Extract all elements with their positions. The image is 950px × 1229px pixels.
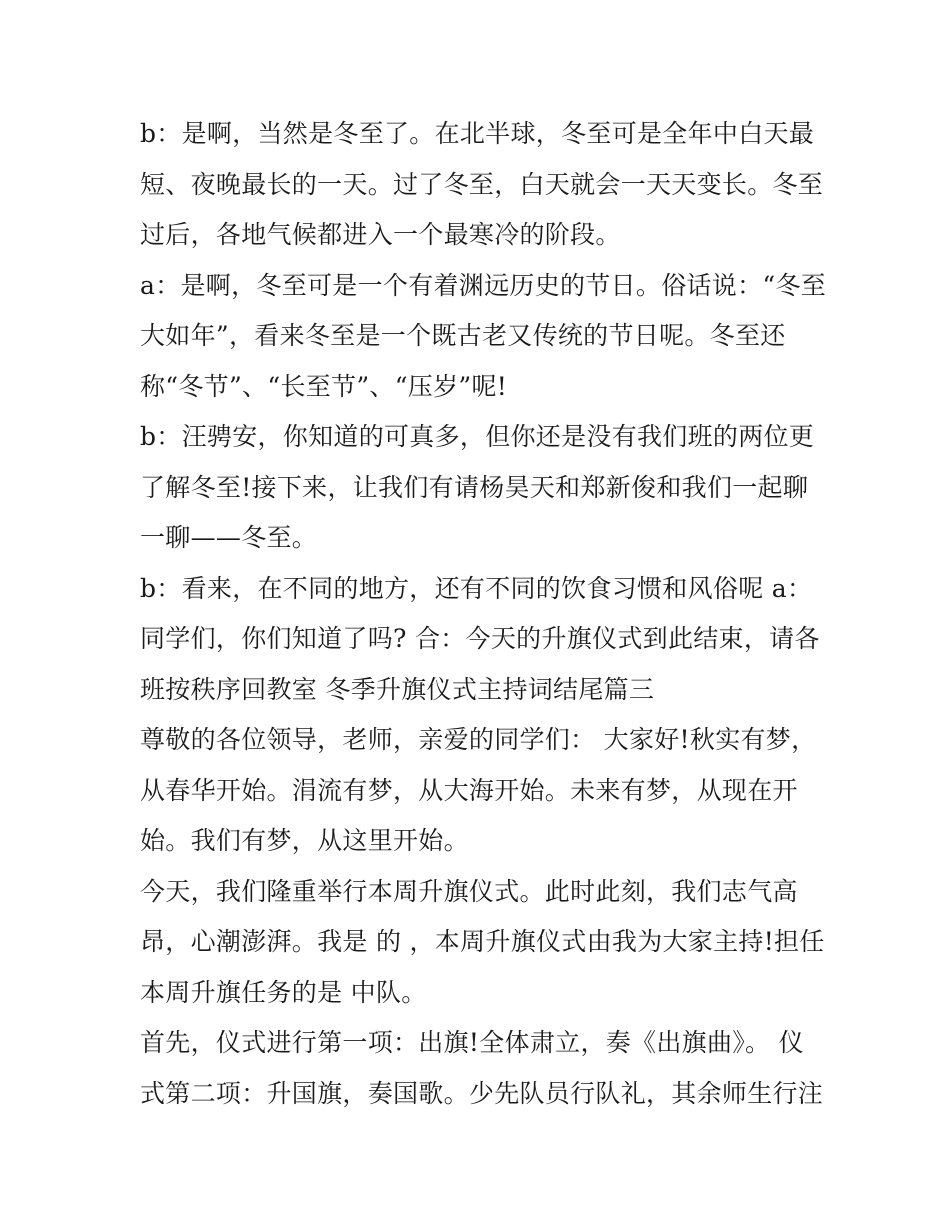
text-line-17: 昂，心潮澎湃。我是 的 ，本周升旗仪式由我为大家主持!担任 [140, 927, 825, 956]
text-line-8: 了解冬至!接下来，让我们有请杨昊天和郑新俊和我们一起聊 [140, 472, 809, 502]
text-line-6: 称“冬节”、“长至节”、“压岁”呢! [140, 371, 508, 401]
text-line-4: a：是啊，冬至可是一个有着渊远历史的节日。俗话说：“冬至 [140, 270, 827, 300]
text-line-20: 式第二项：升国旗，奏国歌。少先队员行队礼，其余师生行注 [140, 1078, 824, 1108]
text-line-9: 一聊——冬至。 [140, 523, 318, 552]
text-line-13: 尊敬的各位领导，老师，亲爱的同学们： 大家好!秋实有梦， [140, 725, 817, 754]
document-body [140, 109, 827, 1119]
text-line-11: 同学们，你们知道了吗? 合：今天的升旗仪式到此结束，请各 [140, 624, 820, 653]
text-line-18: 本周升旗任务的是 中队。 [140, 977, 427, 1007]
text-line-16: 今天，我们隆重举行本周升旗仪式。此时此刻，我们志气高 [140, 876, 798, 906]
text-line-10: b：看来，在不同的地方，还有不同的饮食习惯和风俗呢 a： [140, 573, 813, 603]
text-line-14: 从春华开始。涓流有梦，从大海开始。未来有梦，从现在开 [140, 775, 798, 805]
text-line-7: b：汪骋安，你知道的可真多，但你还是没有我们班的两位更 [140, 422, 815, 451]
text-line-15: 始。我们有梦，从这里开始。 [140, 826, 469, 855]
text-line-5: 大如年”，看来冬至是一个既古老又传统的节日呢。冬至还 [140, 321, 786, 350]
text-line-3: 过后，各地气候都进入一个最寒冷的阶段。 [140, 220, 621, 249]
text-line-2: 短、夜晚最长的一天。过了冬至，白天就会一天天变长。冬至 [140, 169, 824, 199]
text-line-19: 首先，仪式进行第一项：出旗!全体肃立，奏《出旗曲》。 仪 [140, 1028, 804, 1057]
text-line-1: b：是啊，当然是冬至了。在北半球，冬至可是全年中白天最 [140, 119, 815, 148]
text-line-12: 班按秩序回教室 冬季升旗仪式主持词结尾篇三 [140, 674, 655, 704]
